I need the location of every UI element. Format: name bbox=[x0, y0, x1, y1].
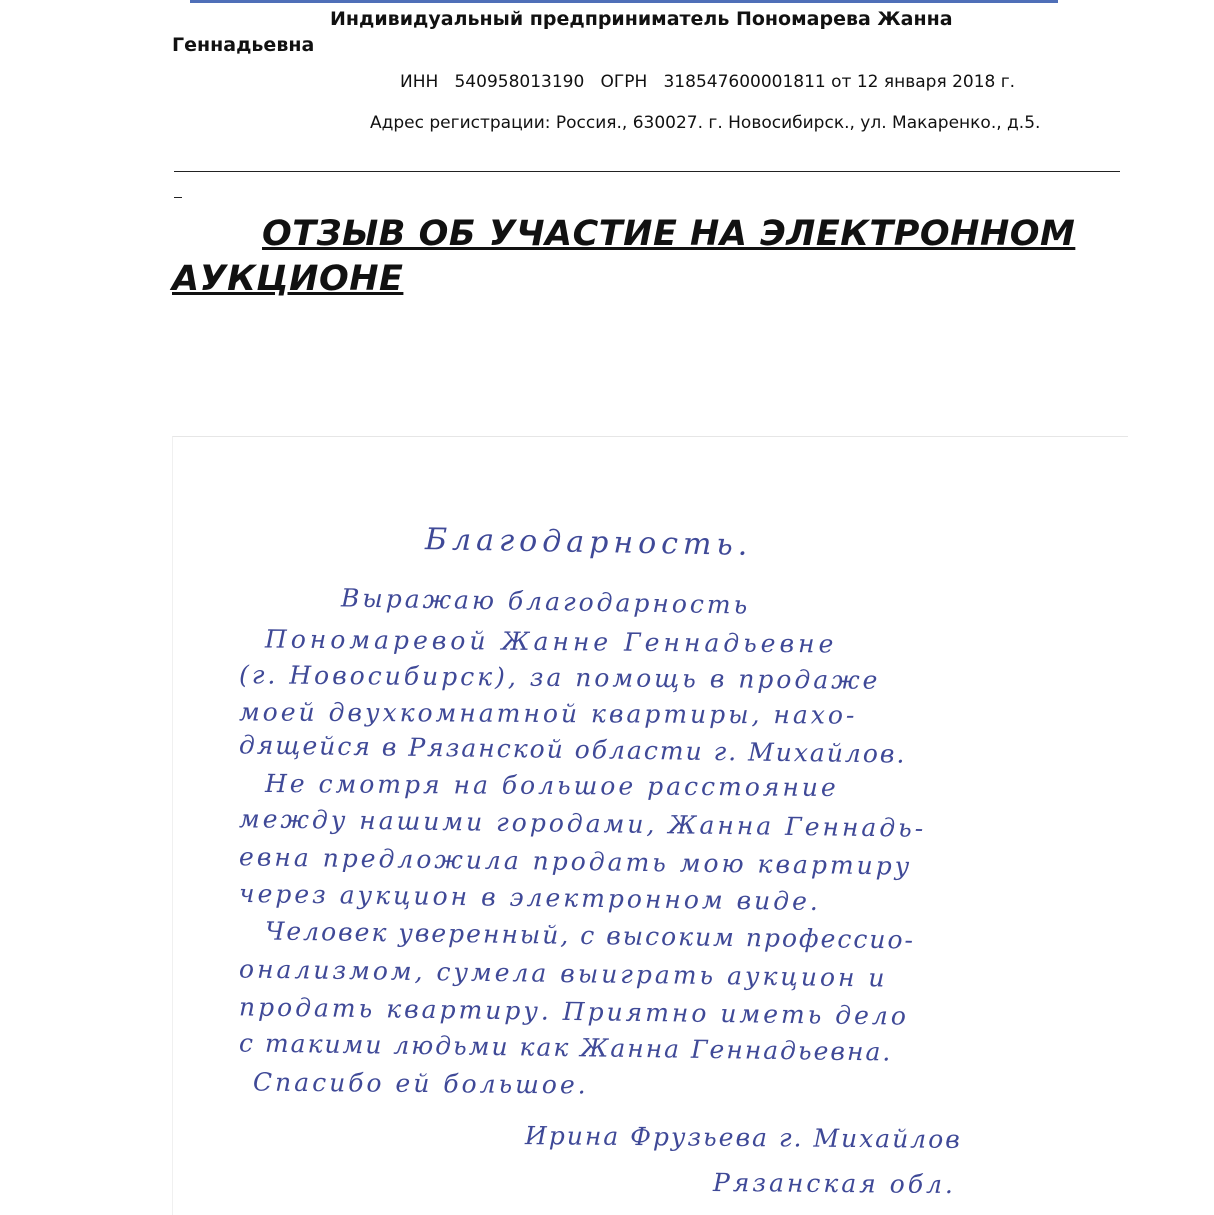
letter-line: (г. Новосибирск), за помощь в продаже bbox=[238, 660, 881, 695]
letter-line: с такими людьми как Жанна Геннадьевна. bbox=[238, 1028, 893, 1067]
letter-line: Спасибо ей большое. bbox=[252, 1067, 589, 1100]
letter-line: продать квартиру. Приятно иметь дело bbox=[238, 992, 910, 1031]
registration-address: Адрес регистрации: Россия., 630027. г. Новосибирск., ул. Макаренко., д.5. bbox=[370, 113, 1041, 133]
letter-line: дящейся в Рязанской области г. Михайлов. bbox=[238, 730, 907, 769]
registration-ids: ИНН 540958013190 ОГРН 318547600001811 от 12 января 2018 г. bbox=[400, 72, 1016, 92]
header-separator bbox=[174, 171, 1120, 172]
letter-line: через аукцион в электронном виде. bbox=[238, 878, 822, 917]
handwritten-letter-scan bbox=[172, 436, 1128, 1215]
document-title: ОТЗЫВ ОБ УЧАСТИЕ НА ЭЛЕКТРОННОМ АУКЦИОНЕ bbox=[172, 214, 1076, 299]
letter-line: Выражаю благодарность bbox=[340, 583, 751, 620]
letter-line: Пономаревой Жанне Геннадьевне bbox=[264, 624, 838, 659]
top-rule bbox=[190, 0, 1058, 3]
letter-line: моей двухкомнатной квартиры, нахо- bbox=[238, 697, 858, 730]
header-separator-tail bbox=[174, 197, 182, 198]
letter-line: онализмом, сумела выиграть аукцион и bbox=[238, 954, 888, 993]
letter-heading: Благодарность. bbox=[424, 522, 753, 563]
letter-signature-region: Рязанская обл. bbox=[712, 1167, 957, 1200]
letter-line: Человек уверенный, с высоким профессио- bbox=[264, 916, 916, 955]
letter-signature: Ирина Фрузьева г. Михайлов bbox=[524, 1121, 962, 1154]
entrepreneur-name: Индивидуальный предприниматель Пономарева Жанна Геннадьевна bbox=[172, 8, 953, 56]
letter-line: между нашими городами, Жанна Геннадь- bbox=[238, 804, 927, 843]
letter-line: Не смотря на большое расстояние bbox=[264, 768, 839, 803]
letter-line: евна предложила продать мою квартиру bbox=[238, 842, 913, 881]
